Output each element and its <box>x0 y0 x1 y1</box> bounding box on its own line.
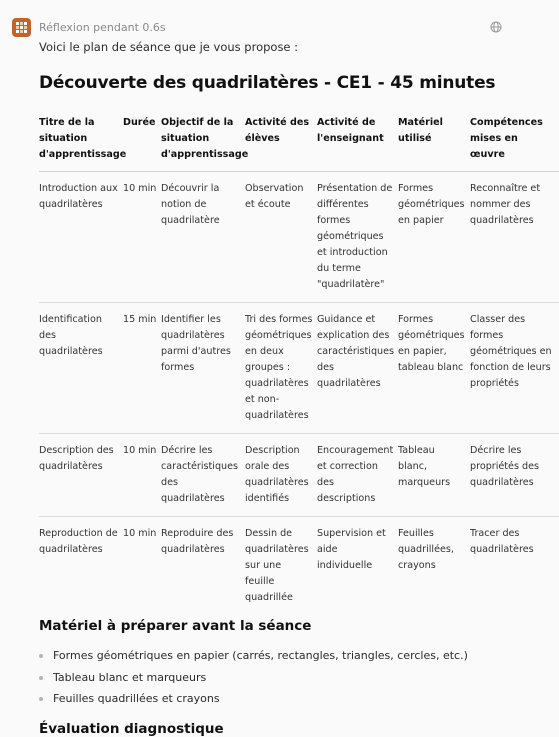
table-cell: Supervision et aide individuelle <box>317 517 398 616</box>
table-cell: Reproduction de quadrilatères <box>39 517 123 616</box>
table-cell: Feuilles quadrillées, crayons <box>398 517 470 616</box>
table-cell: Décrire les propriétés des quadrilatères <box>470 434 559 517</box>
table-cell: Classer des formes géométriques en fonction de leurs propriétés <box>470 303 559 434</box>
table-header-row <box>39 112 559 172</box>
column-header: Durée <box>123 112 161 172</box>
table-row <box>39 434 559 517</box>
materials-heading: Matériel à préparer avant la séance <box>39 618 312 634</box>
thinking-header[interactable] <box>12 18 502 36</box>
table-cell: Décrire les caractéristiques des quadrilatères <box>161 434 245 517</box>
table-row <box>39 517 559 616</box>
globe-icon[interactable] <box>490 21 502 33</box>
table-cell: Présentation de différentes formes géométriques et introduction du terme "quadrilatère" <box>317 172 398 303</box>
thinking-duration: Réflexion pendant 0.6s <box>39 20 166 34</box>
table-cell: Formes géométriques en papier <box>398 172 470 303</box>
assistant-logo-icon <box>12 18 31 37</box>
table-cell: 10 min <box>123 434 161 517</box>
list-item: Formes géométriques en papier (carrés, rectangles, triangles, cercles, etc.) <box>39 645 468 667</box>
table-cell: Découvrir la notion de quadrilatère <box>161 172 245 303</box>
table-row <box>39 172 559 303</box>
column-header: Matériel utilisé <box>398 112 470 172</box>
list-item: Feuilles quadrillées et crayons <box>39 688 468 710</box>
column-header: Objectif de la situation d'apprentissage <box>161 112 245 172</box>
table-cell: Reproduire des quadrilatères <box>161 517 245 616</box>
table-cell: Formes géométriques en papier, tableau blanc <box>398 303 470 434</box>
table-row <box>39 303 559 434</box>
lesson-plan-table-wrapper[interactable] <box>39 112 552 615</box>
table-cell: Description des quadrilatères <box>39 434 123 517</box>
column-header: Compétences mises en œuvre <box>470 112 559 172</box>
lesson-plan-table <box>39 112 559 615</box>
page-title: Découverte des quadrilatères - CE1 - 45 minutes <box>39 73 496 93</box>
evaluation-heading: Évaluation diagnostique <box>39 721 224 737</box>
table-cell: Introduction aux quadrilatères <box>39 172 123 303</box>
table-cell: Identification des quadrilatères <box>39 303 123 434</box>
table-cell: 10 min <box>123 172 161 303</box>
table-cell: Description orale des quadrilatères identifiés <box>245 434 317 517</box>
column-header: Titre de la situation d'apprentissage <box>39 112 123 172</box>
table-cell: Reconnaître et nommer des quadrilatères <box>470 172 559 303</box>
table-cell: Dessin de quadrilatères sur une feuille quadrillée <box>245 517 317 616</box>
table-cell: Tri des formes géométriques en deux groupes : quadrilatères et non-quadrilatères <box>245 303 317 434</box>
table-cell: 10 min <box>123 517 161 616</box>
table-cell: Observation et écoute <box>245 172 317 303</box>
column-header: Activité de l'enseignant <box>317 112 398 172</box>
table-cell: Tracer des quadrilatères <box>470 517 559 616</box>
table-cell: Tableau blanc, marqueurs <box>398 434 470 517</box>
table-cell: Encouragement et correction des descriptions <box>317 434 398 517</box>
table-cell: Identifier les quadrilatères parmi d'autres formes <box>161 303 245 434</box>
materials-list <box>39 645 468 710</box>
column-header: Activité des élèves <box>245 112 317 172</box>
table-cell: Guidance et explication des caractéristiques des quadrilatères <box>317 303 398 434</box>
table-cell: 15 min <box>123 303 161 434</box>
intro-text: Voici le plan de séance que je vous propose : <box>39 40 299 54</box>
list-item: Tableau blanc et marqueurs <box>39 667 468 689</box>
